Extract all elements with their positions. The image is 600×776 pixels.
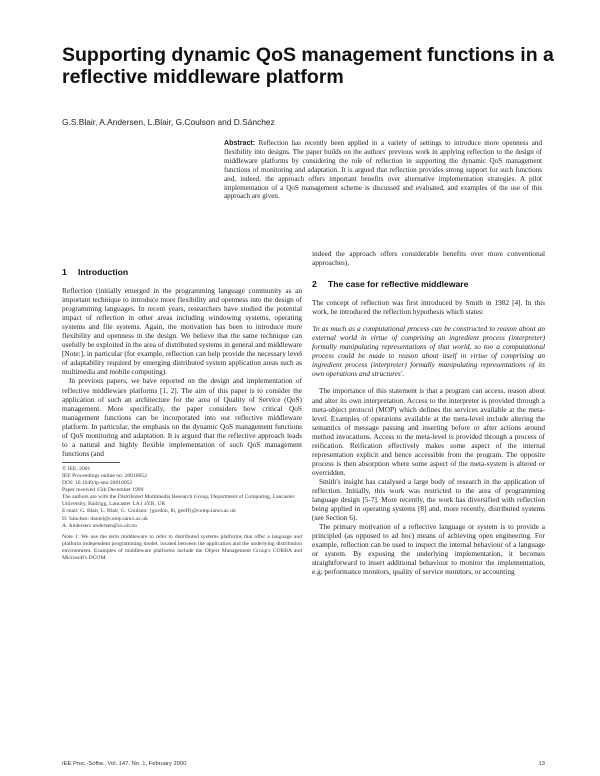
section-2-paragraph-3: Smith's insight has catalysed a large body of research in the application of reflection. Initially, this work was restricted to the area of programming language design [5-7]. More recently, the work has diversified with reflection being applied in operating systems [8] and, more recently, distributed systems (see Section 6). [312,476,545,523]
footnote-online-no: IEE Proceedings online no. 20010052 [62,472,147,479]
section-2-heading [312,279,545,290]
page-number: 13 [538,761,545,767]
footnote-note-1: Note 1: We use the term middleware to refer to distributed systems platforms that offer a language and platform independent programming model, located between the application and the underlying distribution environment. Examples of middleware platforms include the Object Management Group's CORBA and Microsoft's DCOM. [62,533,302,562]
section-2-paragraph-2: The importance of this statement is that a program can access, reason about and alter its own interpretation. Access to the interpreter is provided through a meta-object protocol (MOP) which defines the services available at the meta-level. Examples of operations available at the meta-level include altering the semantics of message passing and inserting before or after actions around method invocations. Access to the meta-level is provided through a process of reification. Reification effectively makes some aspect of the internal representation explicit and hence accessible from the program. The opposite process is then absorption where some aspect of the meta-system is altered or overridden. [312,386,545,477]
footnotes [62,466,302,562]
section-1-title: Introduction [78,267,129,277]
left-column [62,267,302,562]
intro-paragraph-1: Reflection (initially emerged in the programming language community as an important technique to introduce more flexibility and openness into the design of programming languages. In recent years, researchers have studied the potential impact of reflection in other areas including windowing systems, operating systems and file systems. Again, the motivation has been to introduce more flexibility and openness in the design. We believe that the same technique can usefully be exploited in the area of distributed systems in general and middleware [Note:], in particular (for example, reflection can help provide the necessary level of adaptability required by emerging distributed system application areas such as multimedia and mobile computing). [62,286,302,377]
footnote-affiliation: The authors are with the Distributed Multimedia Research Group, Department of Computing, Lancaster University, Bailrigg, Lancaster LA1 4YR, UK [62,494,295,508]
section-2-number: 2 [312,279,317,290]
footnote-divider [62,462,120,463]
section-1-heading [62,267,302,278]
author-list: G.S.Blair, A.Andersen, L.Blair, G.Coulson and D.Sánchez [62,117,275,127]
footnote-doi: DOI: 10.1049/ip-sen:20010052 [62,480,133,487]
footnote-email-3: A. Andersen: andersen@cs.uit.no [62,522,137,529]
paper-title: Supporting dynamic QoS management functions in a reflective middleware platform [62,44,554,88]
footnote-email-2: D. Sánchez: daniel@comp.lancs.ac.uk [62,515,148,522]
abstract-label: Abstract: [224,139,256,147]
intro-paragraph-2: In previous papers, we have reported on the design and implementation of reflective middleware platforms [1, 2]. The aim of this paper is to consider the application of such an architecture for the area of Quality of Service (QoS) management. More specifically, the paper considers how critical QoS management functions can be incorporated into our reflective middleware platform. In particular, the emphasis on the dynamic QoS management functions of QoS monitoring and adaptation. It is argued that the reflective approach leads to a natural and highly flexible implementation of such QoS management functions (and [62,376,302,458]
abstract [224,139,542,201]
footnote-copyright: © IEE, 2001 [62,465,91,472]
right-column [312,249,545,576]
section-1-number: 1 [62,267,67,277]
smith-quote-text: 'In as much as a computational process can be constructed to reason about an external world in virtue of comprising an ingredient process (interpreter) formally manipulating representations of that world, so too a computational process could be made to reason about itself in virtue of comprising an ingredient process (interpreter) formally manipulating representations of its own operations and structures'. [312,324,545,379]
intro-continuation: indeed the approach offers considerable benefits over more conventional approaches). [312,249,545,268]
journal-footer: IEE Proc.-Softw., Vol. 147, No. 1, February 2000 [62,761,187,767]
section-2-paragraph-4: The primary motivation of a reflective language or system is to provide a principled (as opposed to ad hoc) means of achieving open engineering. For example, reflection can be used to inspect the internal behaviour of a language or system. By exposing the underlying implementation, it becomes straightforward to insert additional behaviour to monitor the implementation, e.g. performance monitors, quality of service monitors, or accounting [312,522,545,577]
footnote-email-1: E-mail: G. Blair, L. Blair, G. Coulson: {gordon, lb, geoff}@comp.lancs.ac.uk [62,508,236,515]
section-2-title: The case for reflective middleware [328,279,469,290]
abstract-text: Reflection has recently been applied in a variety of settings to introduce more openness and flexibility into designs. The paper builds on the authors' previous work in applying reflection to the design of middleware platforms by considering the role of reflection in supporting the dynamic QoS management functions of monitoring and adaptation. It is argued that reflection provides strong support for such functions and, indeed, the approach offers important benefits over alternative implementation strategies. A pilot implementation of a QoS management scheme is discussed and evaluated, and examples of the use of this approach are given. [224,139,542,201]
footnote-received: Paper received 15th December 1999 [62,487,144,494]
section-2-paragraph-1: The concept of reflection was first introduced by Smith in 1982 [4]. In this work, he introduced the reflection hypothesis which states: [312,298,545,317]
smith-quote [312,324,545,378]
